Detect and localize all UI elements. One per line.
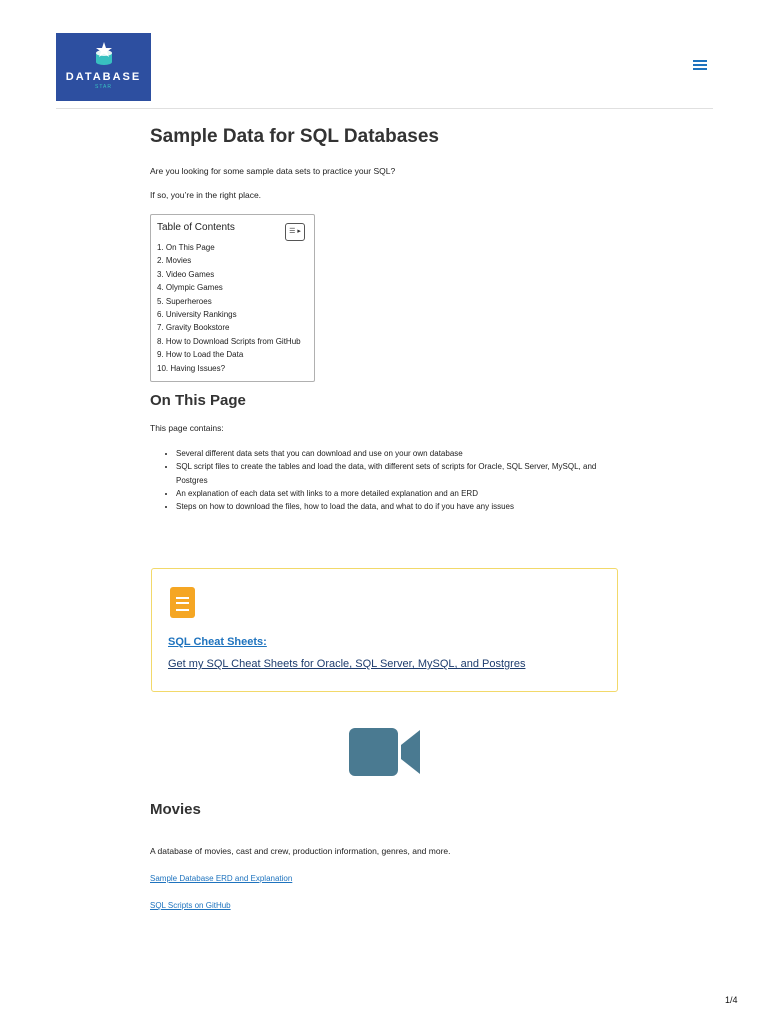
list-item: • An explanation of each data set with links to a more detailed explanation and an ERD bbox=[176, 487, 620, 500]
page-title: Sample Data for SQL Databases bbox=[150, 126, 439, 147]
contents-list bbox=[150, 447, 620, 513]
on-this-page-heading: On This Page bbox=[150, 392, 246, 410]
list-item: • SQL script files to create the tables and load the data, with different sets of scripts for Oracle, SQL Server, MySQL, and Postgres bbox=[176, 460, 620, 487]
toc-item[interactable]: 5. Superheroes bbox=[157, 296, 212, 306]
main-content bbox=[150, 122, 620, 514]
table-of-contents bbox=[150, 214, 315, 382]
logo-subtext: STAR bbox=[95, 84, 112, 90]
list-item: • Steps on how to download the files, how to load the data, and what to do if you have any issues bbox=[176, 500, 620, 513]
book-icon bbox=[170, 587, 195, 618]
cheat-sheet-link[interactable]: Get my SQL Cheat Sheets for Oracle, SQL Server, MySQL, and Postgres bbox=[168, 658, 526, 670]
toc-item[interactable]: 7. Gravity Bookstore bbox=[157, 323, 230, 333]
toc-item[interactable]: 3. Video Games bbox=[157, 269, 215, 279]
hamburger-menu-icon[interactable] bbox=[693, 60, 707, 72]
star-logo-icon bbox=[89, 41, 119, 67]
toc-item[interactable]: 1. On This Page bbox=[157, 243, 215, 252]
header-divider bbox=[56, 108, 713, 109]
github-scripts-link[interactable]: SQL Scripts on GitHub bbox=[150, 901, 231, 910]
intro-question: Are you looking for some sample data sets to practice your SQL? bbox=[150, 166, 396, 176]
movies-heading: Movies bbox=[150, 801, 201, 818]
toc-item[interactable]: 6. University Rankings bbox=[157, 310, 237, 320]
toc-item[interactable]: 4. Olympic Games bbox=[157, 283, 223, 293]
toc-title: Table of Contents bbox=[157, 222, 235, 233]
cheat-sheet-title-link[interactable]: SQL Cheat Sheets: bbox=[168, 636, 267, 648]
toc-item[interactable]: 9. How to Load the Data bbox=[157, 350, 244, 360]
toc-toggle-button[interactable]: ☰ ▸ bbox=[285, 223, 305, 241]
on-this-page-lead: This page contains: bbox=[150, 423, 224, 434]
video-camera-icon bbox=[349, 728, 421, 776]
cheat-sheet-callout bbox=[151, 568, 618, 692]
intro-answer: If so, you’re in the right place. bbox=[150, 190, 262, 200]
toc-item[interactable]: 2. Movies bbox=[157, 256, 192, 266]
list-item: • Several different data sets that you can download and use on your own database bbox=[176, 447, 620, 460]
toc-item[interactable]: 8. How to Download Scripts from GitHub bbox=[157, 336, 301, 346]
page-number: 1/4 bbox=[725, 995, 738, 1005]
logo-text: DATABASE bbox=[65, 71, 142, 83]
toc-list bbox=[157, 241, 308, 375]
movies-section bbox=[150, 801, 620, 928]
site-logo[interactable] bbox=[56, 33, 151, 101]
erd-link[interactable]: Sample Database ERD and Explanation bbox=[150, 874, 293, 883]
movies-description: A database of movies, cast and crew, production information, genres, and more. bbox=[150, 846, 451, 856]
toc-item[interactable]: 10. Having Issues? bbox=[157, 363, 226, 373]
